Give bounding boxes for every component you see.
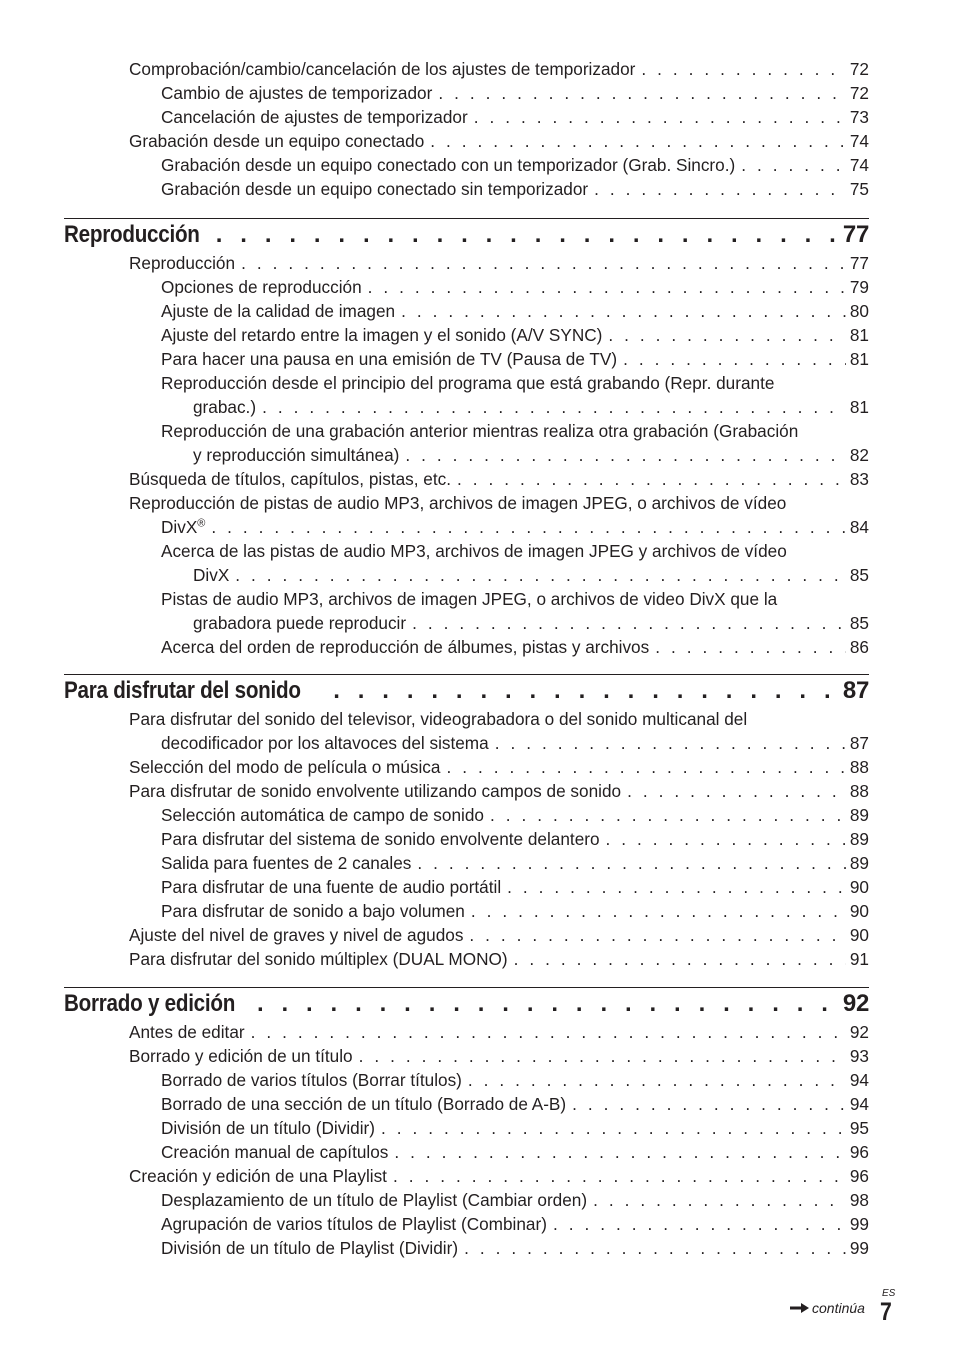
entry-title: División de un título (Dividir) (161, 1118, 375, 1138)
entry-title: DivX (161, 517, 198, 537)
entry-page: 86 (849, 637, 869, 657)
toc-entry (161, 105, 869, 129)
entry-title: Grabación desde un equipo conectado (129, 131, 425, 151)
entry-page: 81 (849, 397, 869, 417)
toc-entry (161, 899, 869, 923)
toc-entry (129, 923, 869, 947)
entry-row (161, 635, 869, 659)
entry-page: 98 (849, 1190, 869, 1210)
section-divider (64, 218, 869, 219)
toc-entry (129, 707, 869, 755)
toc-entry (129, 755, 869, 779)
entry-page: 96 (849, 1142, 869, 1162)
entry-row (161, 105, 869, 129)
entry-title: Para disfrutar de sonido a bajo volumen (161, 901, 465, 921)
entry-text (161, 177, 588, 201)
entry-text (161, 899, 465, 923)
dot-leader (553, 1212, 846, 1236)
section-page: 92 (842, 990, 869, 1017)
entry-text (161, 1212, 547, 1236)
dot-leader (514, 947, 846, 971)
entry-page: 77 (849, 253, 869, 273)
toc-entry (161, 299, 869, 323)
toc-entry (129, 1020, 869, 1044)
entry-page: 82 (849, 445, 869, 465)
toc-entry (161, 419, 869, 467)
entry-page: 95 (849, 1118, 869, 1138)
toc-entry (161, 275, 869, 299)
dot-leader (490, 803, 846, 827)
entry-page: 85 (849, 613, 869, 633)
entry-row (161, 81, 869, 105)
toc-entry (161, 1140, 869, 1164)
entry-text (129, 1020, 245, 1044)
toc-entry (161, 635, 869, 659)
entry-row (129, 779, 869, 803)
entry-page: 99 (849, 1214, 869, 1234)
entry-text (161, 515, 205, 539)
dot-leader (627, 779, 846, 803)
dot-leader (741, 153, 846, 177)
toc-entry (129, 251, 869, 275)
entry-page: 90 (849, 925, 869, 945)
dot-leader (405, 443, 846, 467)
entry-text (161, 731, 489, 755)
section-page: 77 (842, 221, 869, 248)
dot-leader (251, 1020, 846, 1044)
toc-entry (161, 81, 869, 105)
entry-page: 88 (849, 757, 869, 777)
entry-page: 92 (849, 1022, 869, 1042)
entry-row (161, 1140, 869, 1164)
section-divider (64, 674, 869, 675)
entry-text (129, 251, 235, 275)
continues-indicator (790, 1300, 865, 1316)
dot-leader (394, 1140, 845, 1164)
entry-page: 80 (849, 301, 869, 321)
entry-text-line1: Pistas de audio MP3, archivos de imagen JPEG, o archivos de video DivX que la (161, 589, 778, 609)
entry-text-line1: Reproducción de una grabación anterior mientras realiza otra grabación (Grabación (161, 421, 799, 441)
entry-row (161, 1116, 869, 1140)
entry-text (161, 851, 411, 875)
entry-text (161, 105, 468, 129)
entry-page: 99 (849, 1238, 869, 1258)
entry-title: grabadora puede reproducir (193, 613, 407, 633)
dot-leader (446, 755, 845, 779)
entry-text (161, 635, 649, 659)
toc-entry (161, 539, 869, 587)
entry-text (161, 827, 600, 851)
entry-title: Para disfrutar del sonido múltiplex (DUAL MONO) (129, 949, 508, 969)
entry-row (161, 851, 869, 875)
entry-row (129, 129, 869, 153)
dot-leader (471, 899, 846, 923)
dot-leader (417, 851, 846, 875)
entry-text (161, 1140, 388, 1164)
entry-text (161, 81, 432, 105)
entry-text (193, 611, 406, 635)
entry-row (161, 443, 869, 467)
section-page: 87 (842, 677, 869, 704)
toc-entry (129, 129, 869, 153)
section-title-row (64, 990, 869, 1018)
entry-row (161, 1236, 869, 1260)
dot-leader (368, 275, 846, 299)
toc-entry (161, 1212, 869, 1236)
entry-page: 94 (849, 1070, 869, 1090)
entry-title: Para disfrutar del sistema de sonido envolvente delantero (161, 829, 600, 849)
toc-entry (161, 827, 869, 851)
entry-page: 73 (849, 107, 869, 127)
entry-page: 81 (849, 349, 869, 369)
dot-leader (495, 731, 846, 755)
entry-page: 74 (849, 131, 869, 151)
section-title: Para disfrutar del sonido (64, 677, 301, 704)
dot-leader (359, 1044, 846, 1068)
entry-row (161, 803, 869, 827)
entry-title: Para hacer una pausa en una emisión de TV (Pausa de TV) (161, 349, 618, 369)
entry-row (161, 875, 869, 899)
entry-text (129, 57, 635, 81)
entry-row (161, 153, 869, 177)
entry-row (161, 323, 869, 347)
toc-entry (161, 347, 869, 371)
entry-text (161, 1068, 462, 1092)
entry-page: 91 (849, 949, 869, 969)
dot-leader (608, 323, 846, 347)
dot-leader (464, 1236, 846, 1260)
toc-entry (161, 1092, 869, 1116)
entry-text (129, 947, 508, 971)
entry-title: Para disfrutar de sonido envolvente utilizando campos de sonido (129, 781, 622, 801)
dot-leader (623, 347, 846, 371)
entry-text-line1: Acerca de las pistas de audio MP3, archivos de imagen JPEG y archivos de vídeo (161, 541, 787, 561)
entry-row (161, 899, 869, 923)
entry-text (129, 1164, 387, 1188)
entry-text (161, 275, 362, 299)
entry-page: 81 (849, 325, 869, 345)
entry-row (161, 1068, 869, 1092)
dot-leader (333, 677, 839, 705)
dot-leader (572, 1092, 846, 1116)
entry-row (161, 1188, 869, 1212)
entry-title: Borrado y edición de un título (129, 1046, 353, 1066)
toc-entry (161, 875, 869, 899)
toc-entry (129, 1044, 869, 1068)
entry-text (193, 443, 399, 467)
entry-title: Desplazamiento de un título de Playlist (Cambiar orden) (161, 1190, 588, 1210)
toc-entry (129, 57, 869, 81)
entry-page: 89 (849, 853, 869, 873)
toc-entry (129, 491, 869, 539)
entry-page: 74 (849, 155, 869, 175)
dot-leader (438, 81, 846, 105)
entry-row (161, 827, 869, 851)
dot-leader (606, 827, 846, 851)
entry-row (161, 611, 869, 635)
dot-leader (594, 177, 846, 201)
entry-row (129, 947, 869, 971)
entry-title: Para disfrutar de una fuente de audio portátil (161, 877, 502, 897)
dot-leader (401, 299, 846, 323)
entry-row (129, 467, 869, 491)
entry-text (129, 467, 451, 491)
entry-row (161, 1092, 869, 1116)
entry-text (129, 755, 440, 779)
entry-page: 94 (849, 1094, 869, 1114)
entry-title: Búsqueda de títulos, capítulos, pistas, etc. (129, 469, 451, 489)
toc-entry (129, 779, 869, 803)
entry-row (129, 251, 869, 275)
entry-title: Cambio de ajustes de temporizador (161, 83, 433, 103)
dot-leader (262, 395, 846, 419)
toc-entry (161, 371, 869, 419)
entry-row (161, 563, 869, 587)
dot-leader (393, 1164, 846, 1188)
dot-leader (430, 129, 846, 153)
entry-row (129, 1020, 869, 1044)
entry-title: Selección del modo de película o música (129, 757, 441, 777)
right-arrow-icon (790, 1302, 810, 1314)
entry-page: 72 (849, 59, 869, 79)
entry-title: Creación y edición de una Playlist (129, 1166, 387, 1186)
entry-text-line1: Reproducción de pistas de audio MP3, archivos de imagen JPEG, o archivos de vídeo (129, 493, 787, 513)
entry-text (161, 299, 395, 323)
entry-title: Selección automática de campo de sonido (161, 805, 484, 825)
entry-text (161, 1236, 458, 1260)
entry-page: 79 (849, 277, 869, 297)
entry-page: 90 (849, 877, 869, 897)
entry-row (129, 1044, 869, 1068)
entry-text (193, 563, 229, 587)
dot-leader (469, 923, 845, 947)
dot-leader (241, 251, 846, 275)
toc-entry (161, 1116, 869, 1140)
toc-entry (161, 803, 869, 827)
entry-title: Grabación desde un equipo conectado sin temporizador (161, 179, 589, 199)
entry-row (129, 731, 869, 755)
entry-row (161, 395, 869, 419)
dot-leader (216, 221, 839, 249)
entry-text-line1: Para disfrutar del sonido del televisor, videograbadora o del sonido multicanal del (129, 709, 748, 729)
entry-title: División de un título de Playlist (Dividir) (161, 1238, 459, 1258)
entry-title: Salida para fuentes de 2 canales (161, 853, 412, 873)
entry-text (161, 347, 617, 371)
entry-text (129, 129, 424, 153)
entry-title: Borrado de varios títulos (Borrar títulos) (161, 1070, 462, 1090)
entry-title: Ajuste del nivel de graves y nivel de agudos (129, 925, 464, 945)
toc-entry (129, 1164, 869, 1188)
entry-row (161, 1212, 869, 1236)
entry-title: Grabación desde un equipo conectado con un temporizador (Grab. Sincro.) (161, 155, 736, 175)
entry-page: 85 (849, 565, 869, 585)
entry-page: 84 (849, 517, 869, 537)
entry-text (161, 803, 484, 827)
dot-leader (593, 1188, 846, 1212)
entry-title: Antes de editar (129, 1022, 245, 1042)
entry-page: 89 (849, 829, 869, 849)
continues-label: continúa (812, 1300, 865, 1316)
entry-page: 75 (849, 179, 869, 199)
toc-entry (161, 323, 869, 347)
registered-mark: ® (197, 517, 206, 530)
entry-text (129, 1044, 353, 1068)
entry-row (129, 1164, 869, 1188)
section-title: Reproducción (64, 221, 200, 248)
dot-leader (641, 57, 846, 81)
entry-row (161, 299, 869, 323)
entry-title: Comprobación/cambio/cancelación de los ajustes de temporizador (129, 59, 636, 79)
dot-leader (211, 515, 845, 539)
dot-leader (381, 1116, 846, 1140)
entry-row (129, 57, 869, 81)
entry-text (161, 875, 501, 899)
toc-entry (161, 587, 869, 635)
entry-page: 93 (849, 1046, 869, 1066)
entry-title: grabac.) (193, 397, 257, 417)
toc-entry (161, 153, 869, 177)
entry-page: 83 (849, 469, 869, 489)
dot-leader (655, 635, 846, 659)
entry-title: Borrado de una sección de un título (Borrado de A-B) (161, 1094, 567, 1114)
entry-row (129, 755, 869, 779)
entry-title: y reproducción simultánea) (193, 445, 400, 465)
entry-title: Ajuste de la calidad de imagen (161, 301, 396, 321)
section-title-row (64, 677, 869, 705)
entry-title: Ajuste del retardo entre la imagen y el sonido (A/V SYNC) (161, 325, 603, 345)
entry-text (129, 779, 621, 803)
entry-page: 72 (849, 83, 869, 103)
entry-text (161, 323, 602, 347)
toc-entry (129, 947, 869, 971)
entry-text (161, 153, 735, 177)
entry-page: 90 (849, 901, 869, 921)
entry-title: Opciones de reproducción (161, 277, 362, 297)
dot-leader (235, 563, 846, 587)
entry-page: 87 (849, 733, 869, 753)
entry-text (129, 923, 463, 947)
entry-text (161, 1092, 566, 1116)
entry-page: 89 (849, 805, 869, 825)
entry-row (129, 515, 869, 539)
dot-leader (507, 875, 846, 899)
toc-entry (161, 1236, 869, 1260)
entry-page: 88 (849, 781, 869, 801)
dot-leader (468, 1068, 846, 1092)
entry-title: Agrupación de varios títulos de Playlist (Combinar) (161, 1214, 547, 1234)
toc-entry (161, 1068, 869, 1092)
entry-text (193, 395, 256, 419)
entry-title: decodificador por los altavoces del sistema (161, 733, 489, 753)
entry-page: 96 (849, 1166, 869, 1186)
entry-row (161, 347, 869, 371)
entry-text-line1: Reproducción desde el principio del programa que está grabando (Repr. durante (161, 373, 775, 393)
dot-leader (474, 105, 846, 129)
toc-entry (161, 851, 869, 875)
entry-title: Acerca del orden de reproducción de álbumes, pistas y archivos (161, 637, 650, 657)
section-divider (64, 987, 869, 988)
toc-entry (129, 467, 869, 491)
section-title: Borrado y edición (64, 990, 236, 1017)
entry-text (161, 1188, 587, 1212)
page-number: 7 (880, 1298, 892, 1326)
entry-row (161, 177, 869, 201)
section-title-row (64, 221, 869, 249)
entry-title: DivX (193, 565, 230, 585)
entry-row (129, 923, 869, 947)
toc-entry (161, 1188, 869, 1212)
toc-entry (161, 177, 869, 201)
language-code: ES (882, 1288, 896, 1299)
dot-leader (412, 611, 846, 635)
dot-leader (257, 990, 839, 1018)
entry-title: Reproducción (129, 253, 236, 273)
entry-row (161, 275, 869, 299)
entry-title: Creación manual de capítulos (161, 1142, 389, 1162)
dot-leader (457, 467, 846, 491)
entry-text (161, 1116, 375, 1140)
entry-title: Cancelación de ajustes de temporizador (161, 107, 468, 127)
